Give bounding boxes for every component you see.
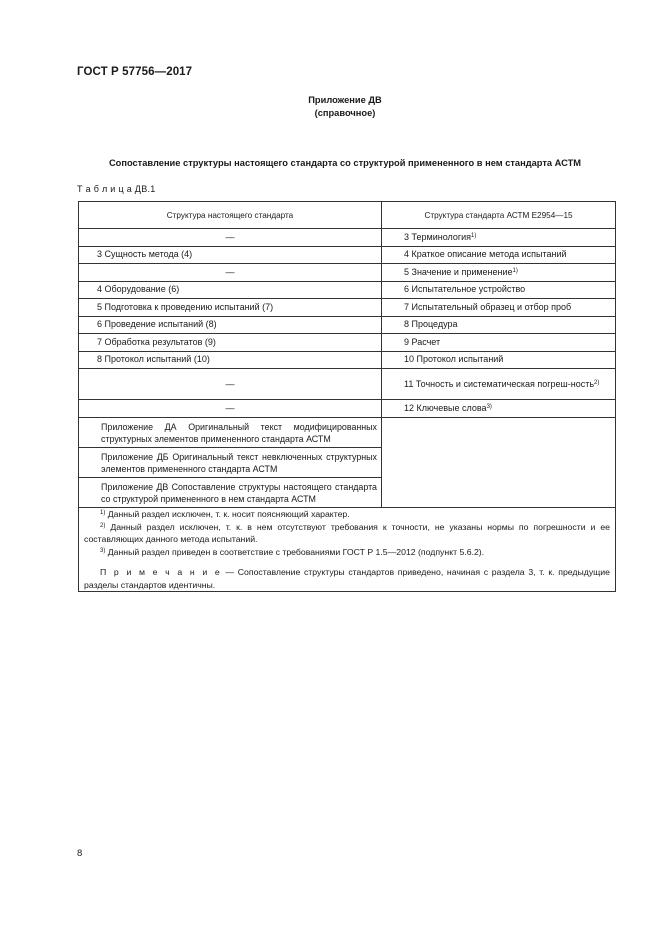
footnote: $^{3)}$ Данный раздел приведен в соответствие с требованиями ГОСТ Р 1.5—2012 (подпункт 5.6.2). xyxy=(100,546,485,557)
annex-cell: Приложение ДБ Оригинальный текст невключенных структурных элементов примененного стандарта АСТМ xyxy=(79,448,382,478)
right-cell: 10 Протокол испытаний xyxy=(382,351,616,369)
right-cell: 4 Краткое описание метода испытаний xyxy=(382,246,616,264)
footnote: $^{2)}$ Данный раздел исключен, т. к. в нем отсутствуют требования к точности, не указаны нормы по погрешности и ее составляющих данного метода испытаний. xyxy=(84,521,610,544)
right-cell: 9 Расчет xyxy=(382,334,616,352)
table-header-row xyxy=(79,202,616,229)
table-row xyxy=(79,334,616,352)
footnote: $^{1)}$ Данный раздел исключен, т. к. носит поясняющий характер. xyxy=(100,509,350,519)
notes-row xyxy=(79,508,616,592)
table-row xyxy=(79,369,616,400)
left-cell: 7 Обработка результатов (9) xyxy=(79,334,382,352)
annex-row xyxy=(79,418,616,448)
structure-comparison-table xyxy=(78,201,616,592)
right-cell: 3 Терминология$^{1)}$ xyxy=(382,229,616,247)
annex-cell: Приложение ДА Оригинальный текст модифицированных структурных элементов примененного стандарта АСТМ xyxy=(79,418,382,448)
table-row xyxy=(79,264,616,282)
annex-subtitle: (справочное) xyxy=(314,108,376,118)
right-cell: 5 Значение и применение$^{1)}$ xyxy=(382,264,616,282)
col2-header: Структура стандарта АСТМ Е2954—15 xyxy=(382,202,616,229)
table-row xyxy=(79,299,616,317)
section-caption: Сопоставление структуры настоящего стандарта со структурой примененного в нем стандарта АСТМ xyxy=(108,158,582,168)
table-row xyxy=(79,229,616,247)
right-cell: 8 Процедура xyxy=(382,316,616,334)
table-row xyxy=(79,246,616,264)
annex-title: Приложение ДВ xyxy=(308,95,382,105)
left-cell: 3 Сущность метода (4) xyxy=(79,246,382,264)
right-cell: 6 Испытательное устройство xyxy=(382,281,616,299)
col1-header: Структура настоящего стандарта xyxy=(79,202,382,229)
left-cell: — xyxy=(79,400,382,418)
document-id: ГОСТ Р 57756—2017 xyxy=(77,66,193,78)
table-label: Т а б л и ц а ДВ.1 xyxy=(77,184,156,194)
left-cell: 6 Проведение испытаний (8) xyxy=(79,316,382,334)
left-cell: 4 Оборудование (6) xyxy=(79,281,382,299)
left-cell: 5 Подготовка к проведению испытаний (7) xyxy=(79,299,382,317)
page-number: 8 xyxy=(77,848,83,859)
left-cell: — xyxy=(79,264,382,282)
empty-cell xyxy=(382,418,616,508)
annex-cell: Приложение ДВ Сопоставление структуры настоящего стандарта со структурой примененного в нем стандарта АСТМ xyxy=(79,478,382,508)
table-note: П р и м е ч а н и е — Сопоставление структуры стандартов приведено, начиная с раздела 3, т. к. предыдущие разделы стандартов идентичны. xyxy=(84,567,610,590)
right-cell: 12 Ключевые слова$^{3)}$ xyxy=(382,400,616,418)
table-row xyxy=(79,400,616,418)
table-row xyxy=(79,316,616,334)
annex-heading xyxy=(0,94,661,120)
table-row xyxy=(79,281,616,299)
notes-cell xyxy=(79,508,616,592)
left-cell: 8 Протокол испытаний (10) xyxy=(79,351,382,369)
right-cell: 7 Испытательный образец и отбор проб xyxy=(382,299,616,317)
left-cell: — xyxy=(79,369,382,400)
right-cell: 11 Точность и систематическая погреш-ность$^{2)}$ xyxy=(382,369,616,400)
table-row xyxy=(79,351,616,369)
left-cell: — xyxy=(79,229,382,247)
